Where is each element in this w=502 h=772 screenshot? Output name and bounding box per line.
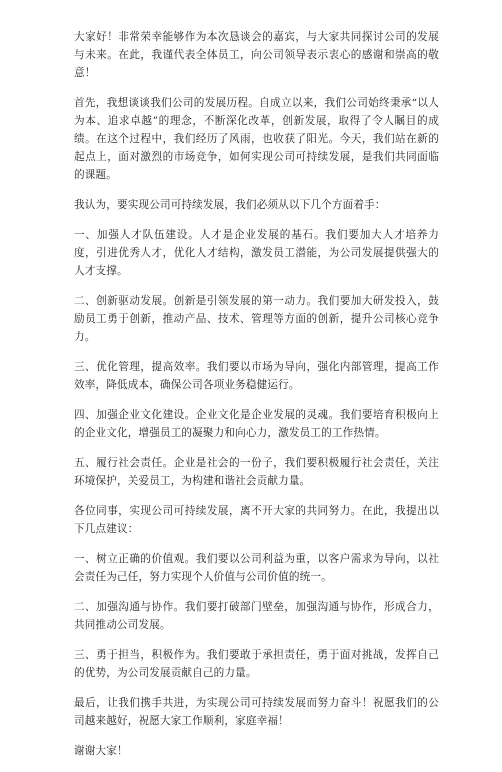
paragraph-suggestions-intro: 各位同事，实现公司可持续发展，离不开大家的共同努力。在此，我提出以下几点建议： <box>74 505 439 535</box>
paragraph-point-3: 三、优化管理，提高效率。我们要以市场为导向，强化内部管理，提高工作效率，降低成本，确保公司各项业务稳健运行。 <box>74 361 439 391</box>
paragraph-history: 首先，我想谈谈我们公司的发展历程。自成立以来，我们公司始终秉承“以人为本、追求卓越”的理念，不断深化改革，创新发展，取得了令人瞩目的成绩。在这个过程中，我们经历了风雨，也收获了阳光。今天，我们站在新的起点上，面对激烈的市场竞争，如何实现公司可持续发展，是我们共同面临的课题。 <box>74 97 439 181</box>
paragraph-point-5: 五、履行社会责任。企业是社会的一份子，我们要积极履行社会责任，关注环境保护，关爱员工，为构建和谐社会贡献力量。 <box>74 457 439 487</box>
paragraph-thanks: 谢谢大家！ <box>74 745 128 757</box>
paragraph-point-2: 二、创新驱动发展。创新是引领发展的第一动力。我们要加大研发投入，鼓励员工勇于创新，推动产品、技术、管理等方面的创新，提升公司核心竞争力。 <box>74 295 439 343</box>
document-page <box>74 28 439 772</box>
paragraph-greeting: 大家好！非常荣幸能够作为本次恳谈会的嘉宾，与大家共同探讨公司的发展与未来。在此，我谨代表全体员工，向公司领导表示衷心的感谢和崇高的敬意！ <box>74 31 439 79</box>
paragraph-intro-points: 我认为，要实现公司可持续发展，我们必须从以下几个方面着手： <box>74 199 386 211</box>
paragraph-suggestion-2: 二、加强沟通与协作。我们要打破部门壁垒，加强沟通与协作，形成合力，共同推动公司发展。 <box>74 601 439 631</box>
paragraph-closing: 最后，让我们携手共进，为实现公司可持续发展而努力奋斗！祝愿我们的公司越来越好，祝愿大家工作顺利，家庭幸福！ <box>74 697 439 727</box>
paragraph-suggestion-1: 一、树立正确的价值观。我们要以公司利益为重，以客户需求为导向，以社会责任为己任，努力实现个人价值与公司价值的统一。 <box>74 553 439 583</box>
paragraph-point-1: 一、加强人才队伍建设。人才是企业发展的基石。我们要加大人才培养力度，引进优秀人才，优化人才结构，激发员工潜能，为公司发展提供强大的人才支撑。 <box>74 229 439 277</box>
paragraph-point-4: 四、加强企业文化建设。企业文化是企业发展的灵魂。我们要培育积极向上的企业文化，增强员工的凝聚力和向心力，激发员工的工作热情。 <box>74 409 439 439</box>
paragraph-suggestion-3: 三、勇于担当，积极作为。我们要敢于承担责任，勇于面对挑战，发挥自己的优势，为公司发展贡献自己的力量。 <box>74 649 439 679</box>
